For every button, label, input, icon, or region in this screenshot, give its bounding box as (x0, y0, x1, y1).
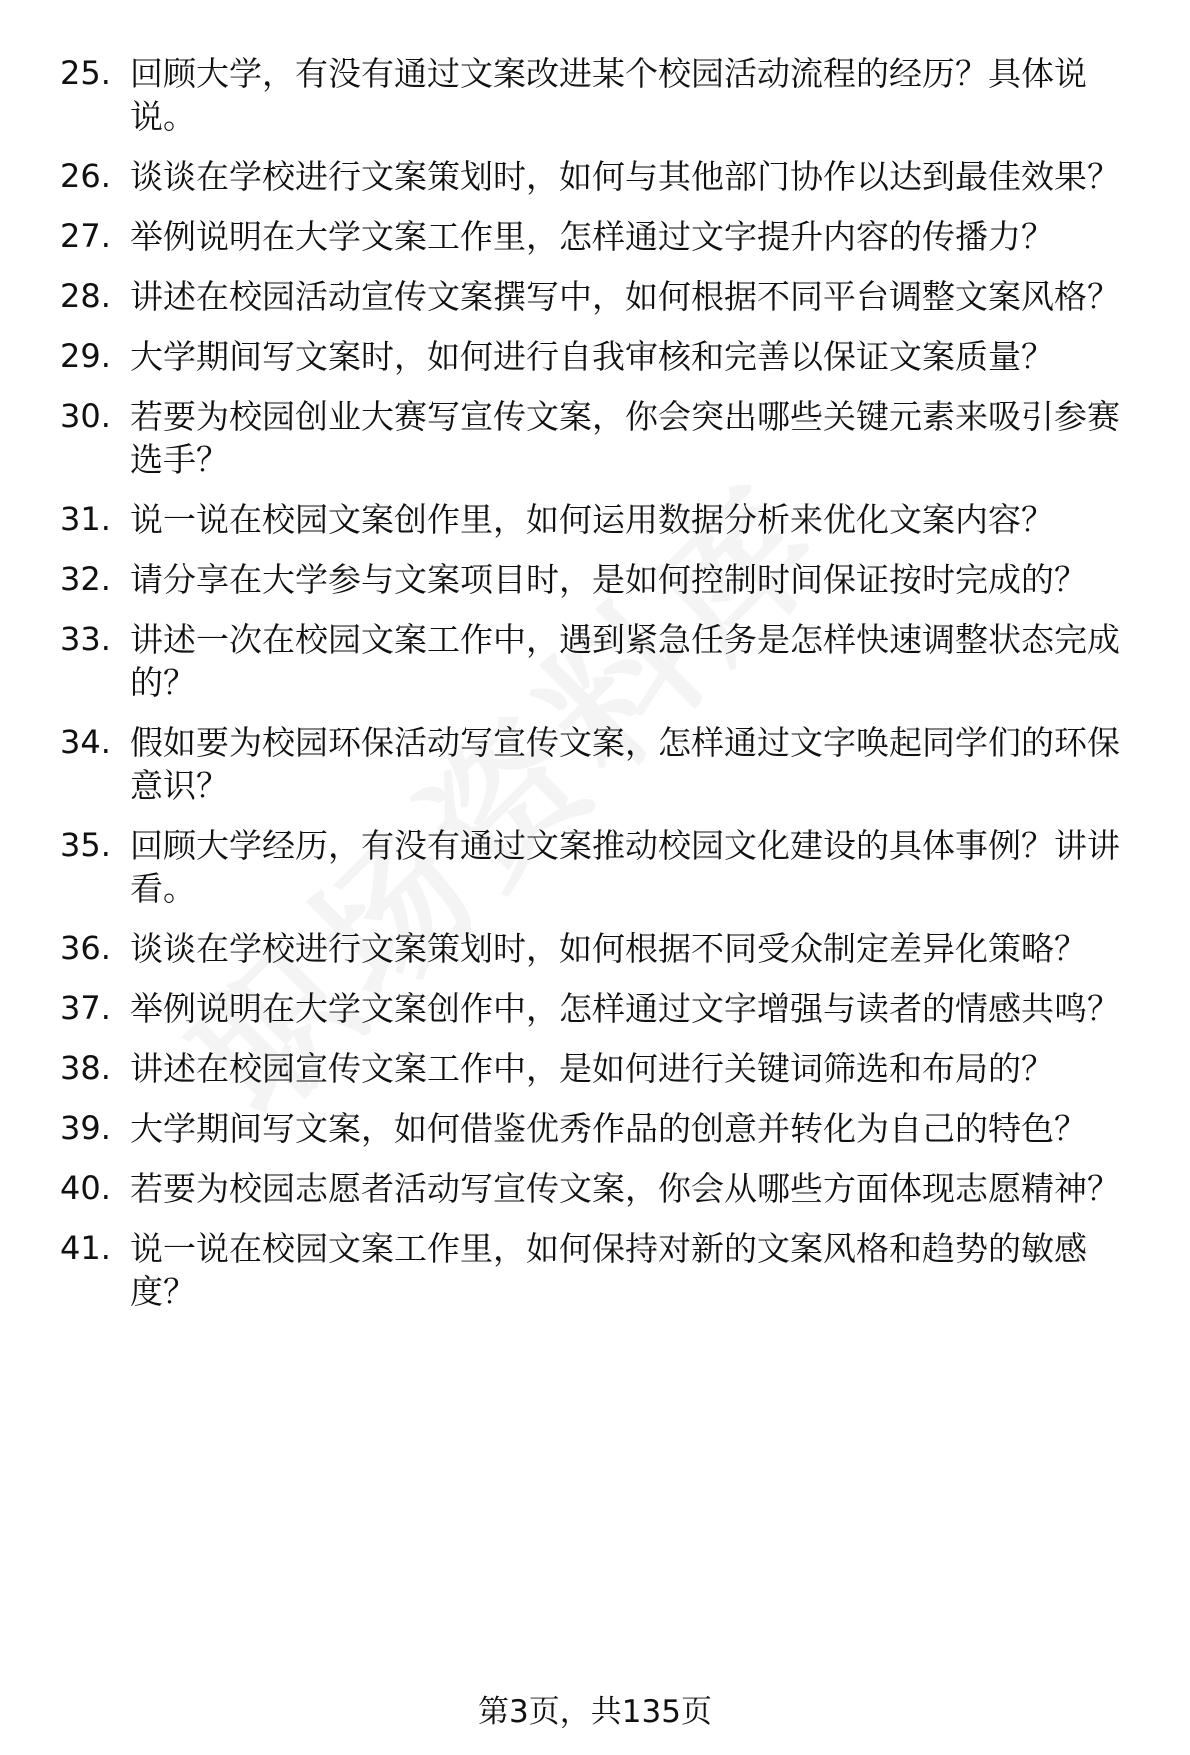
question-text: 讲述一次在校园文案工作中，遇到紧急任务是怎样快速调整状态完成的？ (130, 620, 1120, 702)
list-item (0, 987, 1190, 1030)
question-number: 36. (60, 929, 111, 967)
list-item (0, 335, 1190, 378)
question-number: 27. (60, 217, 111, 255)
question-text: 谈谈在学校进行文案策划时，如何根据不同受众制定差异化策略？ (130, 929, 1087, 968)
question-text: 谈谈在学校进行文案策划时，如何与其他部门协作以达到最佳效果？ (130, 157, 1120, 196)
list-item (0, 558, 1190, 601)
list-item (0, 215, 1190, 258)
list-item (0, 275, 1190, 318)
question-number: 34. (60, 723, 111, 761)
question-text: 回顾大学，有没有通过文案改进某个校园活动流程的经历？具体说说。 (130, 54, 1087, 136)
question-text: 大学期间写文案，如何借鉴优秀作品的创意并转化为自己的特色？ (130, 1109, 1087, 1148)
question-text: 回顾大学经历，有没有通过文案推动校园文化建设的具体事例？讲讲看。 (130, 826, 1120, 908)
list-item (0, 1167, 1190, 1210)
question-number: 37. (60, 989, 111, 1027)
list-item (0, 498, 1190, 541)
list-item (0, 721, 1190, 807)
question-number: 31. (60, 500, 111, 538)
list-item (0, 1047, 1190, 1090)
question-text: 举例说明在大学文案工作里，怎样通过文字提升内容的传播力？ (130, 217, 1054, 256)
question-text: 大学期间写文案时，如何进行自我审核和完善以保证文案质量？ (130, 337, 1054, 376)
question-number: 41. (60, 1229, 111, 1267)
list-item (0, 52, 1190, 138)
question-number: 35. (60, 826, 111, 864)
question-text: 若要为校园创业大赛写宣传文案，你会突出哪些关键元素来吸引参赛选手？ (130, 397, 1120, 479)
question-number: 32. (60, 560, 111, 598)
question-number: 33. (60, 620, 111, 658)
list-item (0, 1227, 1190, 1313)
question-number: 40. (60, 1169, 111, 1207)
list-item (0, 395, 1190, 481)
list-item (0, 927, 1190, 970)
question-text: 举例说明在大学文案创作中，怎样通过文字增强与读者的情感共鸣？ (130, 989, 1120, 1028)
list-item (0, 155, 1190, 198)
question-text: 若要为校园志愿者活动写宣传文案，你会从哪些方面体现志愿精神？ (130, 1169, 1120, 1208)
page-number: 第3页，共135页 (478, 1694, 712, 1730)
question-number: 30. (60, 397, 111, 435)
question-number: 28. (60, 277, 111, 315)
question-number: 25. (60, 54, 111, 92)
question-number: 29. (60, 337, 111, 375)
question-number: 26. (60, 157, 111, 195)
question-text: 请分享在大学参与文案项目时，是如何控制时间保证按时完成的？ (130, 560, 1087, 599)
question-list (0, 52, 1190, 1330)
question-text: 说一说在校园文案创作里，如何运用数据分析来优化文案内容？ (130, 500, 1054, 539)
list-item (0, 824, 1190, 910)
list-item (0, 618, 1190, 704)
question-number: 38. (60, 1049, 111, 1087)
list-item (0, 1107, 1190, 1150)
question-text: 讲述在校园活动宣传文案撰写中，如何根据不同平台调整文案风格？ (130, 277, 1120, 316)
question-text: 讲述在校园宣传文案工作中，是如何进行关键词筛选和布局的？ (130, 1049, 1054, 1088)
question-text: 说一说在校园文案工作里，如何保持对新的文案风格和趋势的敏感度？ (130, 1229, 1087, 1311)
question-text: 假如要为校园环保活动写宣传文案，怎样通过文字唤起同学们的环保意识？ (130, 723, 1120, 805)
question-number: 39. (60, 1109, 111, 1147)
